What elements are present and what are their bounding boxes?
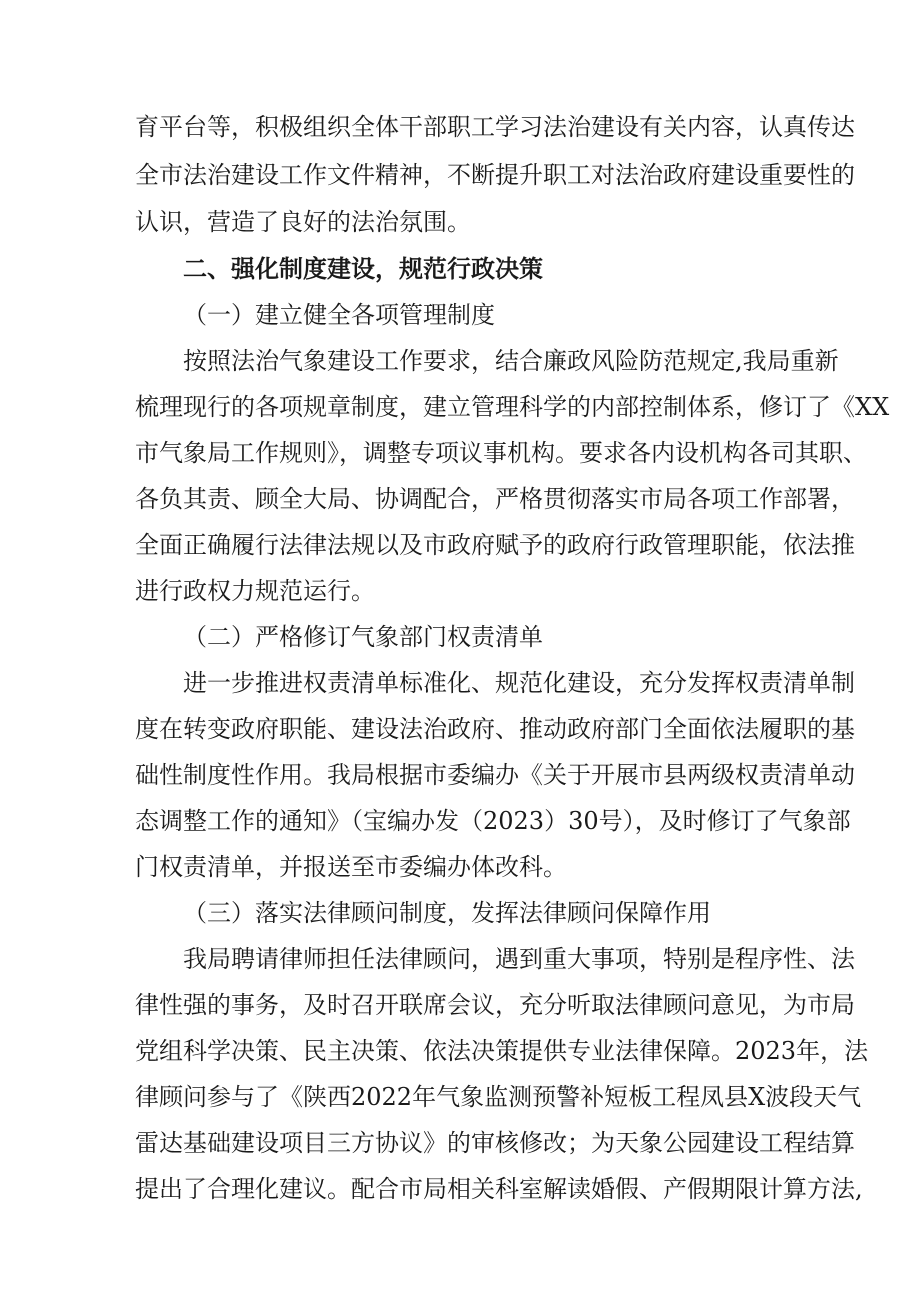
subsection-heading: （二）严格修订气象部门权责清单 <box>183 623 543 651</box>
section-heading: 二、强化制度建设，规范行政决策 <box>183 254 543 283</box>
paragraph-line: 提出了合理化建议。配合市局相关科室解读婚假、产假期限计算方法, <box>135 1175 863 1203</box>
paragraph-line: 全市法治建设工作文件精神，不断提升职工对法治政府建设重要性的 <box>135 161 855 189</box>
paragraph-line: 我局聘请律师担任法律顾问，遇到重大事项，特别是程序性、法 <box>183 945 855 973</box>
paragraph-line: 全面正确履行法律法规以及市政府赋予的政府行政管理职能，依法推 <box>135 531 855 559</box>
paragraph-line: 梳理现行的各项规章制度，建立管理科学的内部控制体系，修订了《XX <box>135 393 890 421</box>
paragraph-line: 市气象局工作规则》，调整专项议事机构。要求各内设机构各司其职、 <box>135 439 867 467</box>
paragraph-line: 进一步推进权责清单标准化、规范化建设，充分发挥权责清单制 <box>183 669 855 697</box>
paragraph-line: 门权责清单，并报送至市委编办体改科。 <box>135 853 567 881</box>
paragraph-line: 律顾问参与了《陕西2022年气象监测预警补短板工程凤县X波段天气 <box>135 1083 862 1111</box>
paragraph-line: 进行政权力规范运行。 <box>135 577 375 605</box>
subsection-heading: （三）落实法律顾问制度，发挥法律顾问保障作用 <box>183 899 711 927</box>
paragraph-line: 党组科学决策、民主决策、依法决策提供专业法律保障。2023年，法 <box>135 1037 869 1065</box>
paragraph-line: 认识，营造了良好的法治氛围。 <box>135 208 471 236</box>
paragraph-line: 础性制度性作用。我局根据市委编办《关于开展市县两级权责清单动 <box>135 761 855 789</box>
paragraph-line: 育平台等，积极组织全体干部职工学习法治建设有关内容，认真传达 <box>135 113 855 141</box>
paragraph-line: 态调整工作的通知》（宝编办发（2023）30号），及时修订了气象部 <box>135 807 851 835</box>
subsection-heading: （一）建立健全各项管理制度 <box>183 301 495 329</box>
paragraph-line: 各负其责、顾全大局、协调配合，严格贯彻落实市局各项工作部署， <box>135 485 855 513</box>
paragraph-line: 按照法治气象建设工作要求，结合廉政风险防范规定,我局重新 <box>183 347 839 375</box>
paragraph-line: 律性强的事务，及时召开联席会议，充分听取法律顾问意见，为市局 <box>135 991 855 1019</box>
paragraph-line: 雷达基础建设项目三方协议》的审核修改；为天象公园建设工程结算 <box>135 1129 855 1157</box>
paragraph-line: 度在转变政府职能、建设法治政府、推动政府部门全面依法履职的基 <box>135 715 855 743</box>
